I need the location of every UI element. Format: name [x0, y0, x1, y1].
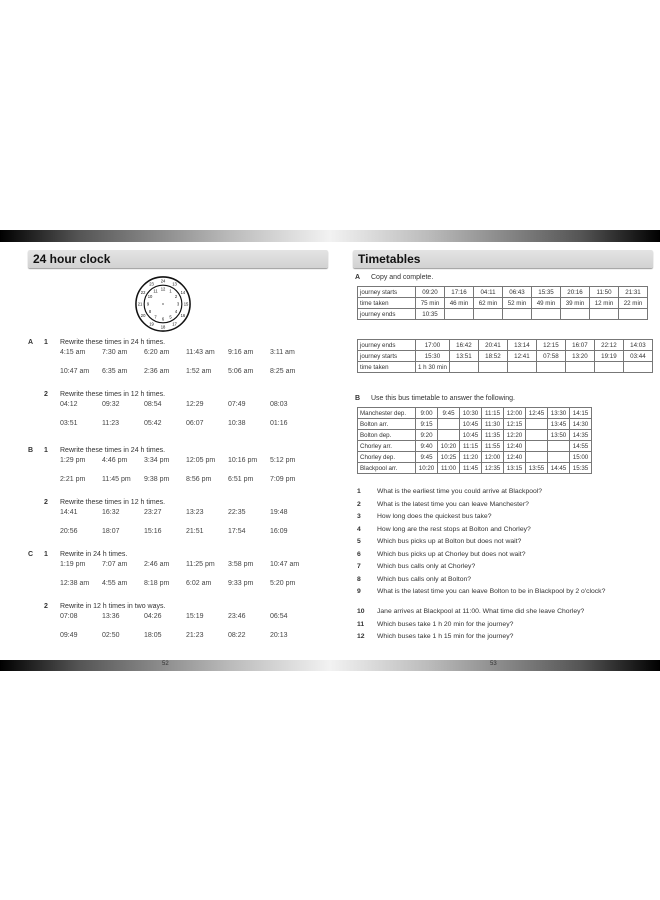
times-row: [60, 349, 312, 356]
table-cell: 10:45: [460, 419, 482, 430]
table-row: [358, 463, 592, 474]
table-cell: 46 min: [445, 298, 474, 309]
table-cell: 13:14: [507, 340, 536, 351]
question-text: Rewrite these times in 24 h times.: [60, 447, 166, 454]
times-row: [60, 401, 312, 408]
table-cell: 14:35: [570, 430, 592, 441]
table-cell: 11:45: [460, 463, 482, 474]
table-cell: 12:45: [526, 408, 548, 419]
page-number-right: 53: [490, 661, 497, 667]
time-value: 09:32: [102, 401, 120, 408]
question-text: Which buses take 1 h 20 min for the journey?: [377, 620, 514, 628]
table-cell: 22 min: [619, 298, 648, 309]
svg-text:2: 2: [174, 294, 178, 300]
table-cell: 11:55: [482, 441, 504, 452]
time-value: 14:41: [60, 509, 78, 516]
times-row: [60, 632, 312, 639]
table-cell: [526, 452, 548, 463]
svg-text:23: 23: [149, 281, 154, 287]
table-cell: [474, 309, 503, 320]
table-cell: 13:51: [449, 351, 478, 362]
table-cell: 13:45: [548, 419, 570, 430]
table-cell: [503, 309, 532, 320]
time-value: 2:21 pm: [60, 476, 86, 483]
table-cell: 10:25: [438, 452, 460, 463]
time-value: 08:03: [270, 401, 288, 408]
table-cell: 16:07: [565, 340, 594, 351]
time-value: 3:34 pm: [144, 457, 170, 464]
table-row: [358, 441, 592, 452]
table-cell: [548, 452, 570, 463]
time-value: 10:47 am: [270, 561, 300, 568]
table-row: [358, 430, 592, 441]
table-row: [358, 340, 653, 351]
time-value: 4:46 pm: [102, 457, 128, 464]
times-row: [60, 368, 312, 375]
table-cell: [590, 309, 619, 320]
row-label: Bolton dep.: [358, 430, 416, 441]
time-value: 9:16 am: [228, 349, 254, 356]
time-value: 03:51: [60, 420, 78, 427]
table-cell: [565, 362, 594, 373]
row-label: journey ends: [358, 309, 416, 320]
table-cell: 9:45: [416, 452, 438, 463]
question-number: 5: [357, 538, 361, 545]
question-number: 2: [357, 500, 361, 508]
table-cell: 17:16: [445, 287, 474, 298]
table-cell: 09:20: [416, 287, 445, 298]
time-value: 8:25 am: [270, 368, 296, 375]
question-number: 9: [357, 588, 361, 595]
time-value: 6:02 am: [186, 580, 212, 587]
table-cell: 1 h 30 min: [416, 362, 450, 373]
question-text: Which buses take 1 h 15 min for the journey?: [377, 633, 514, 640]
table-cell: 19:19: [594, 351, 623, 362]
time-value: 15:16: [144, 528, 162, 535]
table-cell: 62 min: [474, 298, 503, 309]
table-cell: 15:30: [416, 351, 450, 362]
table-cell: 12:41: [507, 351, 536, 362]
table-cell: 20:41: [478, 340, 507, 351]
times-row: [60, 476, 312, 483]
time-value: 06:07: [186, 420, 204, 427]
row-label: Bolton arr.: [358, 419, 416, 430]
table-row: [358, 408, 592, 419]
table-cell: [507, 362, 536, 373]
time-value: 01:16: [270, 420, 288, 427]
instruction: Use this bus timetable to answer the following.: [371, 395, 515, 402]
times-row: [60, 613, 312, 620]
svg-text:16: 16: [180, 313, 186, 319]
table-cell: [526, 430, 548, 441]
time-value: 3:11 am: [270, 349, 295, 356]
svg-text:8: 8: [148, 309, 152, 315]
question-text: Rewrite in 24 h times.: [60, 551, 128, 558]
table-cell: 11:00: [438, 463, 460, 474]
table-cell: [536, 362, 565, 373]
question-number: 10: [357, 608, 365, 615]
question-text: Which bus picks up at Bolton but does not wait?: [377, 538, 522, 545]
time-value: 2:36 am: [144, 368, 170, 375]
table-cell: 9:45: [438, 408, 460, 419]
table-cell: 10:45: [460, 430, 482, 441]
question-number: 12: [357, 633, 365, 640]
time-value: 5:06 am: [228, 368, 254, 375]
svg-text:4: 4: [174, 309, 178, 315]
time-value: 02:50: [102, 632, 120, 639]
time-value: 23:46: [228, 613, 246, 620]
question-text: How long are the rest stops at Bolton and Chorley?: [377, 525, 531, 533]
table-cell: 11:15: [482, 408, 504, 419]
page-title: 24 hour clock: [28, 250, 328, 268]
journey-table-2: [357, 339, 653, 373]
table-cell: 9:20: [416, 430, 438, 441]
question-number: 2: [44, 499, 48, 506]
question-number: 4: [357, 525, 361, 533]
time-value: 09:49: [60, 632, 78, 639]
time-value: 08:22: [228, 632, 246, 639]
question-number: 3: [357, 513, 361, 520]
question-number: 8: [357, 575, 361, 583]
svg-text:17: 17: [172, 321, 177, 327]
times-row: [60, 580, 312, 587]
times-row: [60, 561, 312, 568]
time-value: 1:29 pm: [60, 457, 86, 464]
svg-text:12: 12: [160, 286, 166, 292]
table-row: [358, 298, 648, 309]
time-value: 07:49: [228, 401, 246, 408]
question-number: 1: [44, 551, 48, 558]
table-cell: [478, 362, 507, 373]
table-cell: 15:35: [532, 287, 561, 298]
time-value: 15:19: [186, 613, 204, 620]
row-label: Chorley dep.: [358, 452, 416, 463]
bottom-gradient-bar: [0, 660, 660, 671]
table-cell: 07:58: [536, 351, 565, 362]
svg-text:22: 22: [140, 290, 146, 296]
table-cell: 11:20: [460, 452, 482, 463]
time-value: 7:30 am: [102, 349, 128, 356]
table-cell: 14:30: [570, 419, 592, 430]
time-value: 6:20 am: [144, 349, 170, 356]
table-cell: 12:15: [536, 340, 565, 351]
time-value: 12:29: [186, 401, 204, 408]
time-value: 22:35: [228, 509, 246, 516]
table-cell: 13:20: [565, 351, 594, 362]
times-row: [60, 420, 312, 427]
time-value: 2:46 am: [144, 561, 170, 568]
question-text: Rewrite these times in 12 h times.: [60, 499, 166, 506]
question-text: Which bus calls only at Bolton?: [377, 575, 472, 583]
right-page: Timetables A Copy and complete. journey starts 09:20 17:16 04:11 06:43 15:35 20:16 11:50 21:31 time taken 75 min 46 min 62 min 52 min 49 min 39 min 12 min 22 min journey ends 10:35 journey ends 17:00 16:42 20:41 13:14 12:15 16:07 22:12 14:03 journey starts 15:30 13:51 18:52 12:41 07:58 13:20 19:19 03:44 time taken 1 h 30 min B Use this bus timetable to answer the following. Manchester dep. 9:00 9:45 10:30 11:15 12:00 12:45 13:30 14:15 Bolton arr. 9:15 10:45 11:30 12:15 13:45 14:30 Bolton dep. 9:20 10:45 11:35 12:20 13:50 14:35 Chorley arr. 9:40 10:20 11:15 11:55 12:40 14:55 Chorley dep. 9:45 10:25 11:20 12:00 12:40 15:00 Blackpool arr. 10:20 11:00 11:45 12:35 13:15 13:55 14:45 15:35 1 What is the earliest time you could arrive at Blackpool? 2 What is the latest time you can leave Manchester? 3 How long does the quickest bus take? 4 How long are the rest stops at Bolton and Chorley? 5 Which bus picks up at Bolton but does not wait? 6 Which bus picks up at Chorley but does not wait? 7 Which bus calls only at Chorley? 8 Which bus calls only at Bolton? 9 What is the latest time you can leave Bolton to be in Blackpool by 2 o'clock? 10 Jane arrives at Blackpool at 11:00. What time did she leave Chorley? 11 Which buses take 1 h 20 min for the journey? 12 Which buses take 1 h 15 min for the journey?: [353, 250, 653, 268]
time-value: 10:47 am: [60, 368, 90, 375]
table-cell: [526, 419, 548, 430]
clock-face-icon: [134, 275, 192, 333]
svg-text:9: 9: [146, 301, 150, 307]
time-value: 10:16 pm: [228, 457, 258, 464]
row-label: time taken: [358, 362, 416, 373]
time-value: 1:52 am: [186, 368, 212, 375]
svg-text:15: 15: [183, 301, 189, 307]
question-text: What is the earliest time you could arrive at Blackpool?: [377, 488, 543, 495]
question-number: 7: [357, 563, 361, 570]
table-cell: 12:00: [504, 408, 526, 419]
question-number: 11: [357, 620, 365, 628]
table-cell: 13:50: [548, 430, 570, 441]
time-value: 05:42: [144, 420, 162, 427]
table-cell: [526, 441, 548, 452]
table-cell: 22:12: [594, 340, 623, 351]
table-cell: [445, 309, 474, 320]
table-cell: 12:00: [482, 452, 504, 463]
question-number: 1: [44, 339, 48, 346]
page-number-left: 52: [162, 661, 169, 667]
svg-text:1: 1: [169, 288, 172, 294]
left-page: [28, 250, 328, 639]
table-cell: 10:35: [416, 309, 445, 320]
table-cell: 20:16: [561, 287, 590, 298]
table-cell: 14:15: [570, 408, 592, 419]
table-cell: 03:44: [623, 351, 652, 362]
table-cell: 10:30: [460, 408, 482, 419]
table-cell: 75 min: [416, 298, 445, 309]
question-number: 1: [357, 488, 361, 495]
time-value: 12:05 pm: [186, 457, 216, 464]
question-text: Which bus picks up at Chorley but does not wait?: [377, 550, 526, 558]
svg-text:24: 24: [160, 278, 166, 284]
times-row: [60, 457, 312, 464]
time-value: 1:19 pm: [60, 561, 86, 568]
time-value: 11:23: [102, 420, 119, 427]
times-row: [60, 528, 312, 535]
table-cell: 12 min: [590, 298, 619, 309]
svg-text:11: 11: [153, 288, 158, 294]
time-value: 04:26: [144, 613, 162, 620]
question-text: Which bus calls only at Chorley?: [377, 563, 476, 570]
page-title: Timetables: [353, 250, 653, 268]
table-cell: 13:15: [504, 463, 526, 474]
table-cell: 15:35: [570, 463, 592, 474]
table-row: [358, 452, 592, 463]
table-row: [358, 362, 653, 373]
section-letter: A: [28, 339, 34, 346]
row-label: Chorley arr.: [358, 441, 416, 452]
table-cell: 14:03: [623, 340, 652, 351]
time-value: 6:51 pm: [228, 476, 254, 483]
time-value: 11:43 am: [186, 349, 215, 356]
svg-text:18: 18: [160, 324, 166, 330]
table-cell: 14:55: [570, 441, 592, 452]
section-letter: B: [28, 447, 34, 454]
time-value: 20:13: [270, 632, 288, 639]
time-value: 7:09 pm: [270, 476, 296, 483]
table-row: [358, 287, 648, 298]
time-value: 4:55 am: [102, 580, 128, 587]
time-value: 07:08: [60, 613, 78, 620]
table-cell: 18:52: [478, 351, 507, 362]
time-value: 12:38 am: [60, 580, 90, 587]
table-cell: 10:20: [438, 441, 460, 452]
svg-text:10: 10: [147, 294, 153, 300]
time-value: 9:38 pm: [144, 476, 170, 483]
row-label: journey ends: [358, 340, 416, 351]
time-value: 8:56 pm: [186, 476, 212, 483]
question-text: Rewrite in 12 h times in two ways.: [60, 603, 166, 610]
time-value: 16:32: [102, 509, 120, 516]
time-value: 21:23: [186, 632, 204, 639]
svg-text:3: 3: [176, 301, 180, 307]
section-letter: C: [28, 551, 34, 558]
row-label: Blackpool arr.: [358, 463, 416, 474]
table-cell: 12:15: [504, 419, 526, 430]
time-value: 10:38: [228, 420, 246, 427]
table-cell: 13:55: [526, 463, 548, 474]
table-cell: 12:40: [504, 452, 526, 463]
time-value: 7:07 am: [102, 561, 128, 568]
table-cell: [619, 309, 648, 320]
top-gradient-bar: [0, 230, 660, 242]
question-text: What is the latest time you can leave Manchester?: [377, 500, 529, 508]
table-cell: 06:43: [503, 287, 532, 298]
row-label: Manchester dep.: [358, 408, 416, 419]
table-cell: 14:45: [548, 463, 570, 474]
table-cell: [438, 430, 460, 441]
time-value: 9:33 pm: [228, 580, 254, 587]
svg-text:21: 21: [137, 301, 143, 307]
svg-text:20: 20: [140, 313, 146, 319]
question-text: Rewrite these times in 24 h times.: [60, 339, 166, 346]
table-cell: [623, 362, 652, 373]
table-cell: 9:15: [416, 419, 438, 430]
question-text: Jane arrives at Blackpool at 11:00. What time did she leave Chorley?: [377, 608, 585, 615]
table-cell: 12:40: [504, 441, 526, 452]
times-row: [60, 509, 312, 516]
row-label: journey starts: [358, 351, 416, 362]
svg-text:14: 14: [180, 290, 186, 296]
table-cell: 21:31: [619, 287, 648, 298]
table-cell: 04:11: [474, 287, 503, 298]
time-value: 13:36: [102, 613, 120, 620]
time-value: 4:15 am: [60, 349, 86, 356]
time-value: 23:27: [144, 509, 162, 516]
table-cell: 11:15: [460, 441, 482, 452]
time-value: 11:25 pm: [186, 561, 215, 568]
time-value: 21:51: [186, 528, 204, 535]
row-label: time taken: [358, 298, 416, 309]
table-cell: 11:30: [482, 419, 504, 430]
table-cell: 49 min: [532, 298, 561, 309]
table-cell: 11:35: [482, 430, 504, 441]
table-cell: 9:00: [416, 408, 438, 419]
time-value: 11:45 pm: [102, 476, 131, 483]
table-cell: 12:35: [482, 463, 504, 474]
time-value: 04:12: [60, 401, 78, 408]
journey-table-1: [357, 286, 648, 320]
question-number: 6: [357, 550, 361, 558]
table-cell: 11:50: [590, 287, 619, 298]
table-row: [358, 419, 592, 430]
table-cell: 16:42: [449, 340, 478, 351]
table-row: [358, 309, 648, 320]
time-value: 13:23: [186, 509, 204, 516]
table-cell: 52 min: [503, 298, 532, 309]
table-cell: 9:40: [416, 441, 438, 452]
time-value: 5:12 pm: [270, 457, 296, 464]
time-value: 08:54: [144, 401, 162, 408]
instruction: Copy and complete.: [371, 274, 434, 281]
time-value: 16:09: [270, 528, 288, 535]
row-label: journey starts: [358, 287, 416, 298]
table-cell: [548, 441, 570, 452]
question-text: Rewrite these times in 12 h times.: [60, 391, 166, 398]
svg-text:5: 5: [169, 314, 172, 320]
time-value: 19:48: [270, 509, 288, 516]
table-cell: 39 min: [561, 298, 590, 309]
time-value: 17:54: [228, 528, 246, 535]
table-cell: 13:30: [548, 408, 570, 419]
time-value: 18:07: [102, 528, 120, 535]
time-value: 3:58 pm: [228, 561, 254, 568]
table-cell: [449, 362, 478, 373]
question-text: How long does the quickest bus take?: [377, 513, 492, 520]
question-text: What is the latest time you can leave Bolton to be in Blackpool by 2 o'clock?: [377, 588, 606, 595]
time-value: 6:35 am: [102, 368, 128, 375]
question-number: 2: [44, 603, 48, 610]
table-row: [358, 351, 653, 362]
svg-text:13: 13: [172, 281, 177, 287]
table-cell: [532, 309, 561, 320]
table-cell: 10:20: [416, 463, 438, 474]
time-value: 8:18 pm: [144, 580, 170, 587]
time-value: 18:05: [144, 632, 162, 639]
table-cell: [561, 309, 590, 320]
table-cell: 12:20: [504, 430, 526, 441]
bus-timetable: [357, 407, 592, 474]
question-number: 1: [44, 447, 48, 454]
time-value: 5:20 pm: [270, 580, 296, 587]
svg-text:6: 6: [161, 316, 165, 322]
table-cell: 17:00: [416, 340, 450, 351]
svg-text:19: 19: [149, 321, 154, 327]
time-value: 06:54: [270, 613, 288, 620]
time-value: 20:56: [60, 528, 78, 535]
table-cell: 15:00: [570, 452, 592, 463]
question-number: 2: [44, 391, 48, 398]
table-cell: [438, 419, 460, 430]
svg-text:7: 7: [154, 314, 157, 320]
table-cell: [594, 362, 623, 373]
